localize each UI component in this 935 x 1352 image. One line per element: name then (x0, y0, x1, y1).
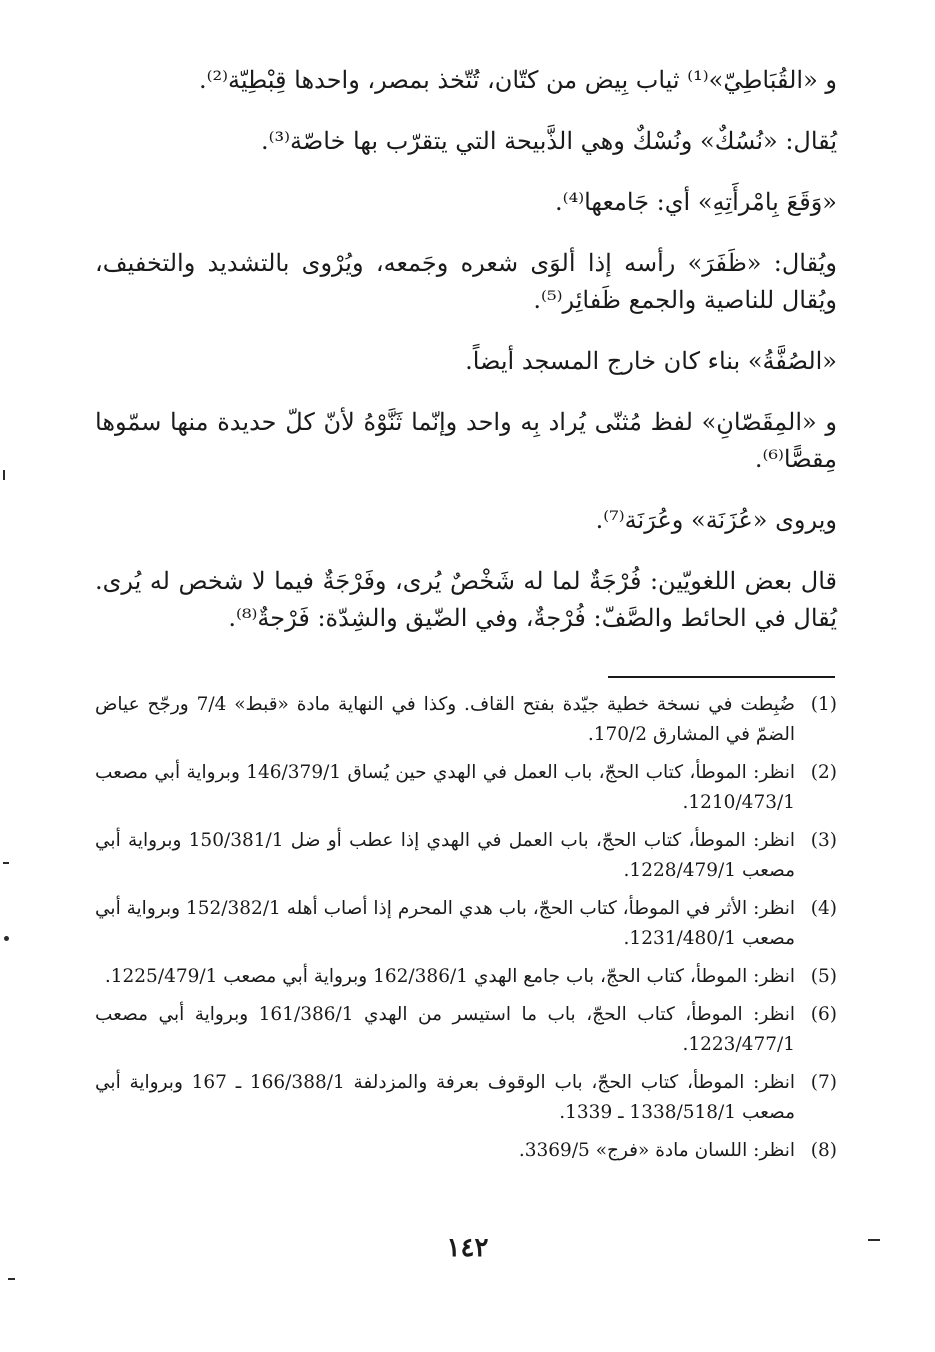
scan-mark (868, 1239, 880, 1241)
footnote-text: انظر: الموطأ، كتاب الحجّ، باب ما استيسر من الهدي 161/386/1 وبرواية أبي مصعب 1223/477/1. (95, 1004, 795, 1055)
footnote (95, 1068, 837, 1128)
footnote (95, 826, 837, 886)
footnote-separator (608, 676, 835, 678)
footnote (95, 962, 837, 992)
paragraph-uzana: ويروى «عُزَنَة» وعُرَنَة⁽⁷⁾. (595, 506, 837, 534)
paragraph-miqassan: و «المِقَصّانِ» لفظ مُثنّى يُراد بِه واحد وإنّما ثَنَّوْهُ لأنّ كلّ حديدة منها سمّوها مِقصًّا⁽⁶⁾. (95, 408, 837, 473)
footnote-number: (2) (810, 762, 837, 783)
footnote-text: انظر: الأثر في الموطأ، كتاب الحجّ، باب هدي المحرم إذا أصاب أهله 152/382/1 وبرواية أبي مصعب 1231/480/1. (95, 898, 795, 949)
footnote-number: (6) (810, 1004, 837, 1025)
footnotes (95, 690, 837, 1174)
footnote (95, 690, 837, 750)
scan-mark (8, 1278, 15, 1280)
page-number: ١٤٢ (446, 1233, 489, 1263)
paragraph-nusuk: يُقال: «نُسُكٌ» ونُسْكٌ وهي الذَّبيحة التي يتقرّب بها خاصّة⁽³⁾. (260, 127, 837, 155)
paragraph-qubati: و «القُبَاطِيّ»⁽¹⁾ ثياب بِيض من كتّان، تُتّخذ بمصر، واحدها قِبْطِيّة⁽²⁾. (198, 66, 837, 94)
footnote-number: (7) (810, 1072, 837, 1093)
footnote-text: انظر: اللسان مادة «فرج» 3369/5. (518, 1140, 795, 1161)
footnote (95, 1136, 837, 1166)
footnote-text: انظر: الموطأ، كتاب الحجّ، باب العمل في الهدي إذا عطب أو ضل 150/381/1 وبرواية أبي مصعب 1228/479/1. (95, 830, 795, 881)
main-text (95, 62, 837, 661)
scan-mark (3, 470, 5, 480)
footnote (95, 758, 837, 818)
scan-mark (3, 862, 9, 864)
footnote-text: انظر: الموطأ، كتاب الحجّ، باب الوقوف بعرفة والمزدلفة 166/388/1 ـ 167 وبرواية أبي مصعب 1338/518/1 ـ 1339. (95, 1072, 795, 1123)
footnote-number: (4) (810, 898, 837, 919)
paragraph-furja: قال بعض اللغويّين: فُرْجَةٌ لما له شَخْصٌ يُرى، وفَرْجَةٌ فيما لا شخص له يُرى. يُقال في الحائط والصَّفّ: فُرْجةٌ، وفي الضّيق والشِدّة: فَرْجةٌ⁽⁸⁾. (95, 567, 837, 632)
footnote (95, 1000, 837, 1060)
footnote-number: (1) (810, 694, 837, 715)
footnote (95, 894, 837, 954)
paragraph-zafara: ويُقال: «ظَفَرَ» رأسه إذا ألوَى شعره وجَمعه، ويُرْوى بالتشديد والتخفيف، ويُقال للناصية والجمع ظَفائِر⁽⁵⁾. (95, 249, 838, 314)
paragraph-waqaa: «وَقَعَ بِامْرأَتِهِ» أي: جَامعها⁽⁴⁾. (555, 188, 837, 216)
paragraph-suffa: «الصُفَّةُ» بناء كان خارج المسجد أيضاً. (465, 347, 837, 375)
footnote-number: (5) (810, 966, 837, 987)
footnote-text: ضُبِطت في نسخة خطية جيّدة بفتح القاف. وكذا في النهاية مادة «قبط» 7/4 ورجّح عياض الضمّ في المشارق 170/2. (95, 694, 795, 745)
footnote-text: انظر: الموطأ، كتاب الحجّ، باب جامع الهدي 162/386/1 وبرواية أبي مصعب 1225/479/1. (104, 966, 795, 987)
footnote-number: (8) (810, 1140, 837, 1161)
footnote-text: انظر: الموطأ، كتاب الحجّ، باب العمل في الهدي حين يُساق 146/379/1 وبرواية أبي مصعب 1210/473/1. (95, 762, 796, 813)
scan-mark (4, 936, 9, 941)
footnote-number: (3) (810, 830, 837, 851)
